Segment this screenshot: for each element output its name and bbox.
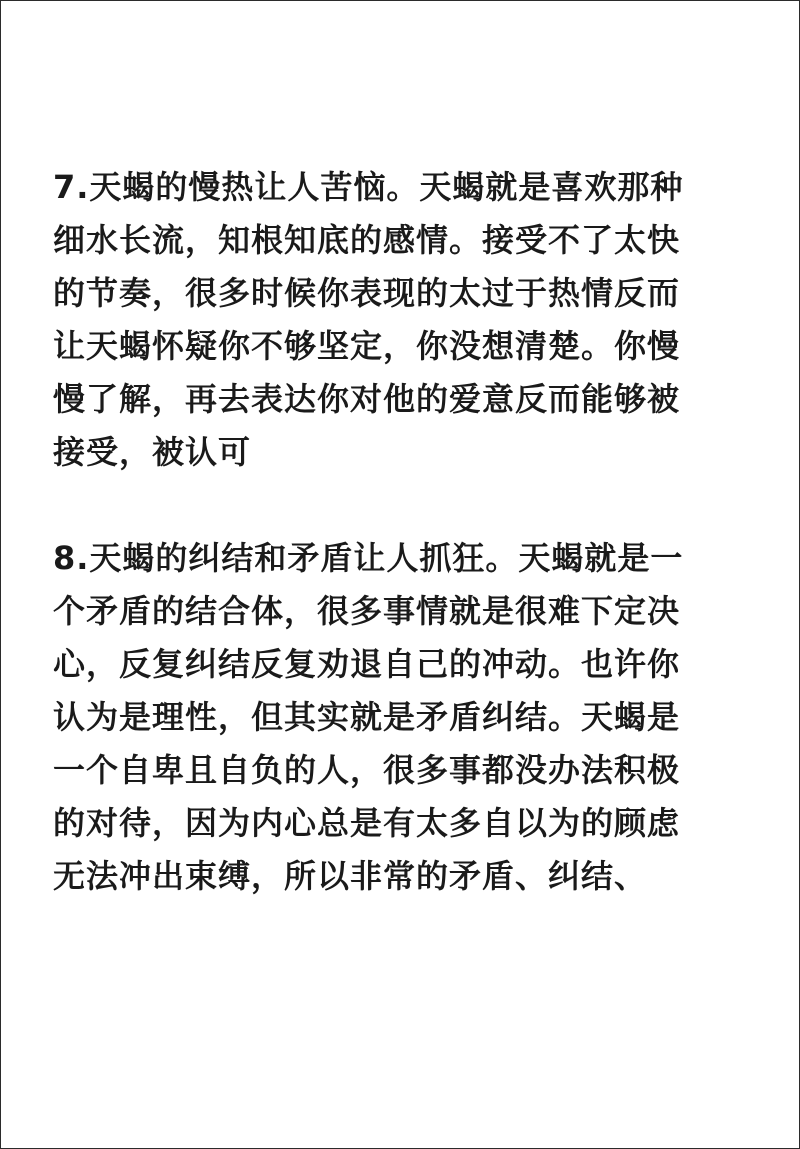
text-line: 的对待，因为内心总是有太多自以为的顾虑	[53, 804, 681, 842]
paragraph-spacer	[53, 479, 743, 532]
text-line: 心，反复纠结反复劝退自己的冲动。也许你	[53, 645, 681, 683]
text-line: 的节奏，很多时候你表现的太过于热情反而	[53, 274, 681, 312]
text-line: 无法冲出束缚，所以非常的矛盾、纠结、	[53, 857, 648, 895]
article-body	[53, 161, 743, 903]
text-line: 细水长流，知根知底的感情。接受不了太快	[53, 221, 681, 259]
paragraph-8	[53, 532, 743, 903]
text-line: 让天蝎怀疑你不够坚定，你没想清楚。你慢	[53, 327, 681, 365]
text-line: 接受，被认可	[53, 433, 252, 471]
text-line: 7.天蝎的慢热让人苦恼。天蝎就是喜欢那种	[53, 168, 684, 206]
text-line: 一个自卑且自负的人，很多事都没办法积极	[53, 751, 681, 789]
paragraph-7	[53, 161, 743, 479]
text-line: 认为是理性，但其实就是矛盾纠结。天蝎是	[53, 698, 681, 736]
text-line: 个矛盾的结合体，很多事情就是很难下定决	[53, 592, 681, 630]
text-line: 慢了解，再去表达你对他的爱意反而能够被	[53, 380, 681, 418]
text-line: 8.天蝎的纠结和矛盾让人抓狂。天蝎就是一	[53, 539, 684, 577]
